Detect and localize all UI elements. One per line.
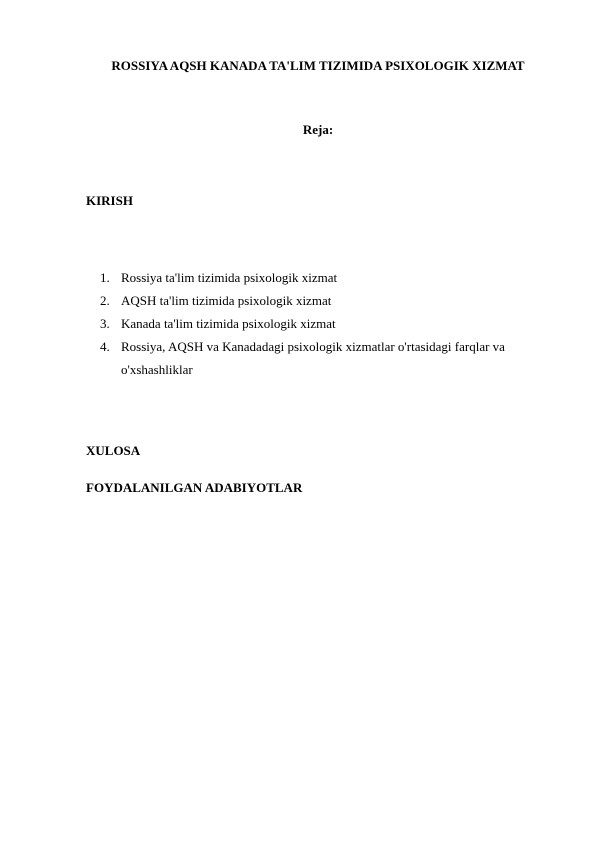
table-of-contents (100, 266, 540, 381)
list-item-number: 1. (100, 270, 110, 285)
list-item-text: AQSH ta'lim tizimida psixologik xizmat (121, 293, 332, 308)
list-item-number: 2. (100, 293, 110, 308)
section-conclusion: XULOSA (86, 443, 141, 458)
plan-heading: Reja: (302, 122, 334, 137)
list-item (100, 289, 540, 312)
list-item-text: Rossiya, AQSH va Kanadadagi psixologik xizmatlar o'rtasidagi farqlar va o'xshashliklar (121, 339, 505, 377)
document-title: ROSSIYA AQSH KANADA TA'LIM TIZIMIDA PSIXOLOGIK XIZMAT (111, 58, 525, 73)
list-item-text: Kanada ta'lim tizimida psixologik xizmat (121, 316, 336, 331)
list-item-number: 3. (100, 316, 110, 331)
list-item-number: 4. (100, 339, 110, 354)
list-item (100, 312, 540, 335)
list-item-text: Rossiya ta'lim tizimida psixologik xizmat (121, 270, 338, 285)
list-item (100, 266, 540, 289)
section-intro: KIRISH (86, 193, 133, 208)
section-references: FOYDALANILGAN ADABIYOTLAR (86, 480, 303, 495)
list-item (100, 335, 540, 381)
